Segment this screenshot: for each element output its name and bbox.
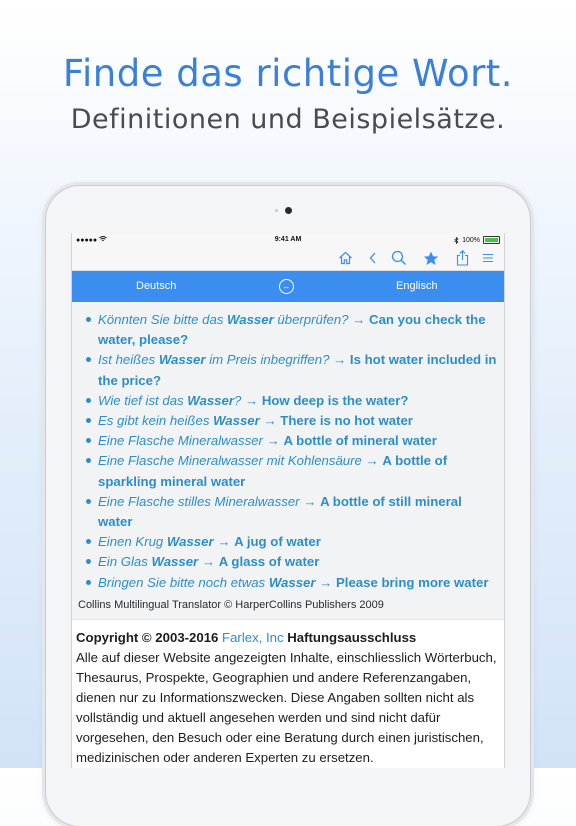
camera-icon <box>285 207 292 214</box>
example-source: Einen Krug Wasser <box>98 534 214 550</box>
arrow: → <box>315 574 337 590</box>
arrow: → <box>361 453 383 469</box>
example-source: Ein Glas Wasser <box>98 554 199 570</box>
copyright-section <box>72 620 504 768</box>
example-source: Ist heißes Wasser im Preis inbegriffen? <box>98 352 330 368</box>
example-translation: A jug of water <box>234 534 321 550</box>
example-source: Es gibt kein heißes Wasser <box>98 413 260 429</box>
example-item[interactable] <box>72 552 504 572</box>
example-translation: A bottle of mineral water <box>283 433 437 449</box>
hero-title: Finde das richtige Wort. <box>62 52 514 95</box>
star-icon[interactable] <box>421 249 441 267</box>
target-language[interactable]: Englisch <box>396 280 438 292</box>
arrow: → <box>299 493 321 509</box>
arrow: → <box>241 392 262 408</box>
example-item[interactable] <box>72 411 504 431</box>
status-time: 9:41 AM <box>274 236 302 243</box>
home-icon[interactable] <box>335 249 355 267</box>
example-translation: Please bring more water <box>336 574 489 590</box>
example-translation: Is hot water included in the price? <box>98 352 497 388</box>
example-item[interactable] <box>72 310 504 350</box>
arrow: → <box>348 312 370 327</box>
collins-attribution: Collins Multilingual Translator © HarperCollins Publishers 2009 <box>72 593 504 620</box>
copyright-body: Alle auf dieser Website angezeigten Inhalte, einschliesslich Wörterbuch, Thesaurus, Prospekte, Geographien und andere Referenzangaben, dienen nur zu Informationszwecken. Diese Angaben sollten nicht als vollständig und aktuell angesehen werden und sind nicht dafür vorgesehen, den Besuch oder eine Beratung durch einen juristischen, medizinischen oder anderen Experten zu ersetzen. <box>76 649 497 765</box>
example-translation: A bottle of still mineral water <box>98 493 462 530</box>
example-item[interactable] <box>72 573 504 593</box>
farlex-link[interactable]: Farlex, Inc <box>222 629 284 645</box>
example-item[interactable] <box>72 431 504 451</box>
arrow: → <box>213 534 235 550</box>
arrow: → <box>329 352 350 368</box>
arrow: → <box>262 433 284 449</box>
arrow: → <box>198 554 219 570</box>
disclaimer-link[interactable]: Haftungsausschluss <box>283 629 417 645</box>
example-source: Wie tief ist das Wasser? <box>98 392 242 408</box>
status-right <box>454 236 500 244</box>
toolbar <box>72 246 504 271</box>
example-source: Könnten Sie bitte das Wasser überprüfen? <box>98 312 349 327</box>
example-item[interactable] <box>72 391 504 411</box>
example-list <box>72 302 504 593</box>
back-icon[interactable] <box>363 249 383 267</box>
example-translation: A glass of water <box>218 554 320 570</box>
signal-dots: ●●●●● <box>76 237 100 244</box>
arrow: → <box>259 413 281 429</box>
example-translation: A bottle of sparkling mineral water <box>98 453 448 489</box>
example-source: Eine Flasche stilles Mineralwasser <box>98 493 300 509</box>
app-screen <box>71 233 505 768</box>
source-language[interactable]: Deutsch <box>136 280 177 292</box>
content-area <box>72 302 504 620</box>
example-item[interactable] <box>72 451 504 491</box>
status-bar <box>72 233 504 246</box>
example-translation: There is no hot water <box>280 413 413 429</box>
example-item[interactable] <box>72 532 504 552</box>
example-item[interactable] <box>72 492 504 532</box>
search-icon[interactable] <box>389 249 409 267</box>
example-item[interactable] <box>72 350 504 390</box>
sensor-dot <box>275 209 278 212</box>
copyright-lead: Copyright © 2003-2016 <box>76 629 223 645</box>
swap-languages-icon[interactable]: ↔ <box>279 279 294 294</box>
menu-icon[interactable] <box>478 249 498 267</box>
share-icon[interactable] <box>452 249 472 267</box>
battery-percent: 100% <box>462 236 480 244</box>
language-bar <box>72 271 504 302</box>
example-source: Bringen Sie bitte noch etwas Wasser <box>98 574 316 590</box>
battery-icon <box>483 236 500 244</box>
example-source: Eine Flasche Mineralwasser <box>98 433 263 449</box>
example-translation: How deep is the water? <box>261 392 409 408</box>
bluetooth-icon <box>454 237 459 244</box>
hero-subtitle: Definitionen und Beispielsätze. <box>70 104 506 135</box>
example-translation: Can you check the water, please? <box>98 312 486 348</box>
example-source: Eine Flasche Mineralwasser mit Kohlensäure <box>98 453 362 469</box>
